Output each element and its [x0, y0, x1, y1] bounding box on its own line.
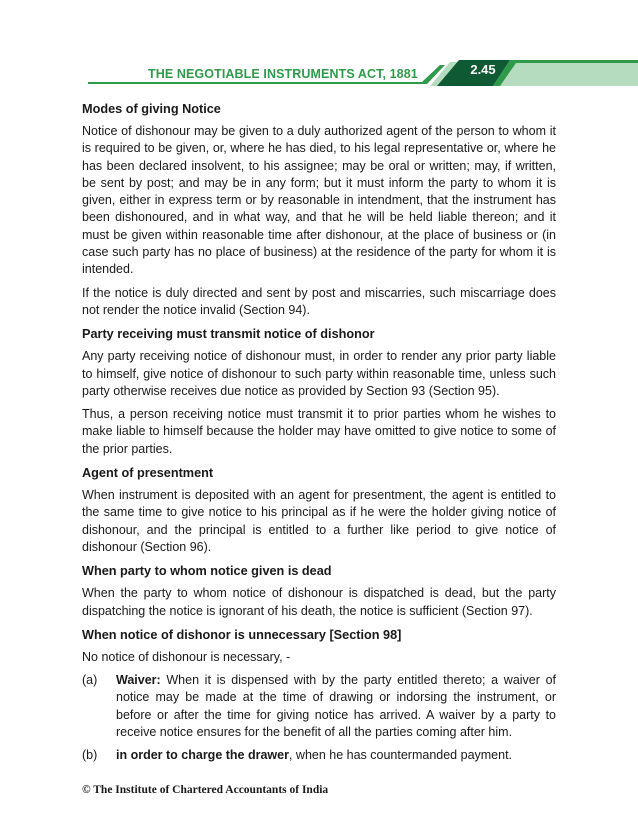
heading-notice-unnecessary: When notice of dishonor is unnecessary [Section 98] [82, 627, 402, 642]
paragraph: No notice of dishonour is necessary, - [82, 649, 291, 664]
heading-transmit-notice: Party receiving must transmit notice of dishonor [82, 327, 375, 342]
heading-modes-of-notice: Modes of giving Notice [82, 102, 221, 116]
paragraph: Any party receiving notice of dishonour must, in order to render any prior party liable to himself, give notice of dishonour to such party within reasonable time, unless such party otherwise receives due notice as provided by Section 93 (Section 95). [82, 349, 556, 398]
paragraph: Notice of dishonour may be given to a duly authorized agent of the person to whom it is required to be given, or, where he has died, to his legal representative or, where he has been declared insolvent, to his assignee; may be oral or written; may, if written, be sent by post; and may be in any form; but it must inform the party to whom it is given, either in express term or by reasonable in intendment, that the instrument has been dishonoured, and in what way, and that he will be held liable thereon; and it must be given within reasonable time after dishonour, at the place of business or (in case such party has no place of business) at the residence of the party for whom it is intended. [82, 124, 556, 277]
paragraph: When the party to whom notice of dishonour is dispatched is dead, but the party dispatching the notice is ignorant of his death, the notice is sufficient (Section 97). [82, 586, 556, 618]
header-title: THE NEGOTIABLE INSTRUMENTS ACT, 1881 [148, 67, 418, 81]
list-item-marker: (a) [82, 673, 98, 688]
list-item [82, 672, 556, 741]
paragraph: Thus, a person receiving notice must transmit it to prior parties whom he wishes to make liable to himself because the holder may have omitted to give notice to some of the prior parties. [82, 407, 556, 456]
page-header [0, 58, 638, 88]
list-item-bold-lead: in order to charge the drawer [116, 748, 289, 763]
list-item-bold-lead: Waiver: [116, 673, 161, 688]
page-content [82, 100, 556, 771]
list-item-marker: (b) [82, 748, 98, 763]
page-number: 2.45 [470, 62, 496, 77]
list-item [82, 747, 556, 764]
heading-agent-of-presentment: Agent of presentment [82, 466, 214, 481]
page-footer: © The Institute of Chartered Accountants of India [82, 784, 329, 796]
list-item-text: , when he has countermanded payment. [288, 748, 513, 763]
paragraph: When instrument is deposited with an agent for presentment, the agent is entitled to the same time to give notice to his principal as if he were the holder giving notice of dishonour, and the principal is entitled to a further like period to give notice of dishonour (Section 96). [82, 488, 556, 554]
list-item-text: When it is dispensed with by the party entitled thereto; a waiver of notice may be made at the time of drawing or indorsing the instrument, or before or after the time for giving notice has arrived. A waiver by a party to receive notice ensures for the benefit of all the parties coming after him. [116, 673, 556, 740]
paragraph: If the notice is duly directed and sent by post and miscarries, such miscarriage does not render the notice invalid (Section 94). [82, 285, 556, 317]
heading-party-dead: When party to whom notice given is dead [82, 564, 332, 579]
